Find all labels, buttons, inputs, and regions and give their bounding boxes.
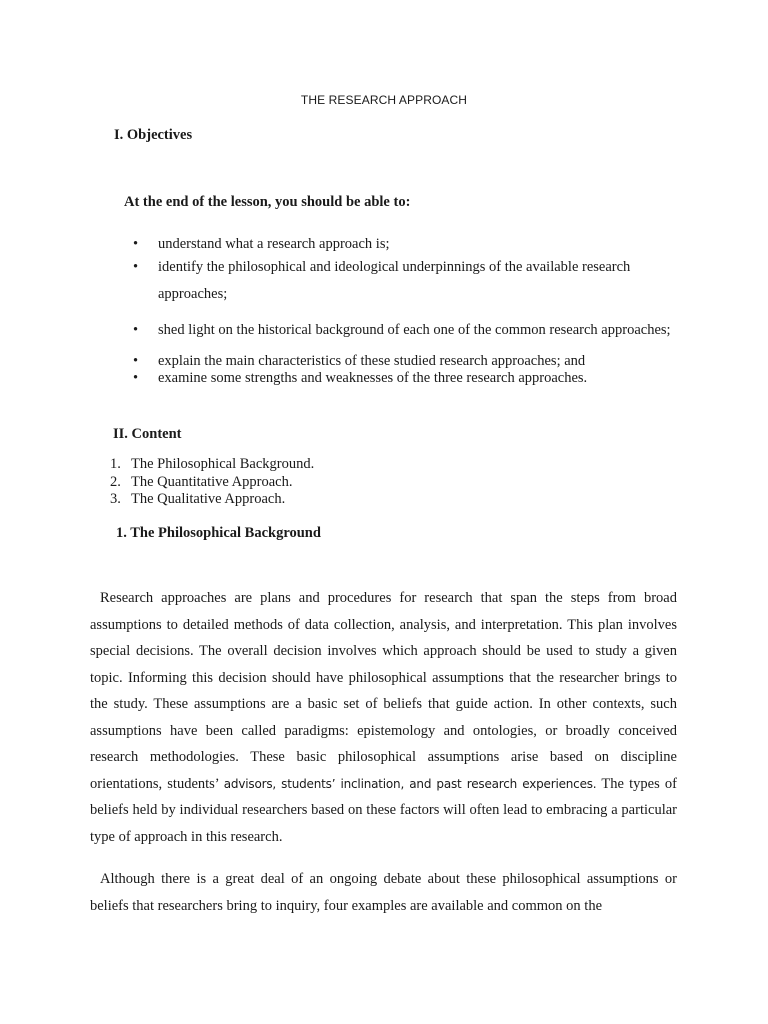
objectives-heading: I. Objectives [114, 127, 193, 143]
item-text: The Philosophical Background. [131, 456, 315, 472]
list-item [110, 456, 314, 474]
section-heading: 1. The Philosophical Background [116, 525, 321, 541]
content-list [110, 456, 314, 509]
paragraph-text: Although there is a great deal of an ongoing debate about these philosophical assumptions or beliefs that researchers bring to inquiry, four examples are available and common on the [90, 871, 677, 914]
content-heading: II. Content [113, 426, 182, 442]
bullet-icon: • [133, 322, 139, 338]
objectives-list [133, 236, 693, 387]
paragraph-text-alt-font: advisors, students’ inclination, and past research experiences. [223, 776, 597, 791]
document-title: THE RESEARCH APPROACH [300, 93, 468, 107]
objective-text: shed light on the historical background of each one of the common research approaches; [158, 322, 671, 338]
list-item [133, 254, 693, 308]
list-item [110, 474, 314, 492]
paragraph-text: Research approaches are plans and procedures for research that span the steps from broad assumptions to detailed methods of data collection, analysis, and interpretation. This plan involves special decisions. The overall decision involves which approach should be used to study a given topic. Informing this decision should have philosophical assumptions that the researcher brings to the study. These assumptions are a basic set of beliefs that guide action. In other contexts, such assumptions have been called paradigms: epistemology and ontologies, or broadly conceived research methodologies. These basic philosophical assumptions arise based on discipline orientations, students’ [90, 590, 677, 792]
item-number: 3. [110, 491, 121, 507]
body-paragraph [90, 585, 677, 850]
lesson-intro: At the end of the lesson, you should be able to: [124, 194, 411, 210]
item-text: The Qualitative Approach. [131, 491, 286, 507]
bullet-icon: • [133, 236, 139, 252]
bullet-icon: • [133, 259, 139, 275]
objective-text: explain the main characteristics of these studied research approaches; and [158, 353, 586, 369]
list-item [133, 317, 693, 344]
bullet-icon: • [133, 353, 139, 369]
list-item [110, 491, 314, 509]
paragraph-text: The types of beliefs held by individual researchers based on these factors will often lead to embracing a particular type of approach in this research. [90, 775, 678, 845]
body-paragraph [90, 866, 677, 919]
list-item [133, 370, 693, 387]
item-number: 1. [110, 456, 121, 472]
list-item [133, 236, 693, 253]
list-item [133, 353, 693, 370]
item-number: 2. [110, 473, 121, 490]
objective-text: understand what a research approach is; [158, 236, 390, 252]
objective-text: identify the philosophical and ideological underpinnings of the available research approaches; [158, 259, 631, 302]
bullet-icon: • [133, 370, 139, 386]
objective-text: examine some strengths and weaknesses of the three research approaches. [158, 370, 588, 386]
item-text: The Quantitative Approach. [131, 473, 293, 490]
